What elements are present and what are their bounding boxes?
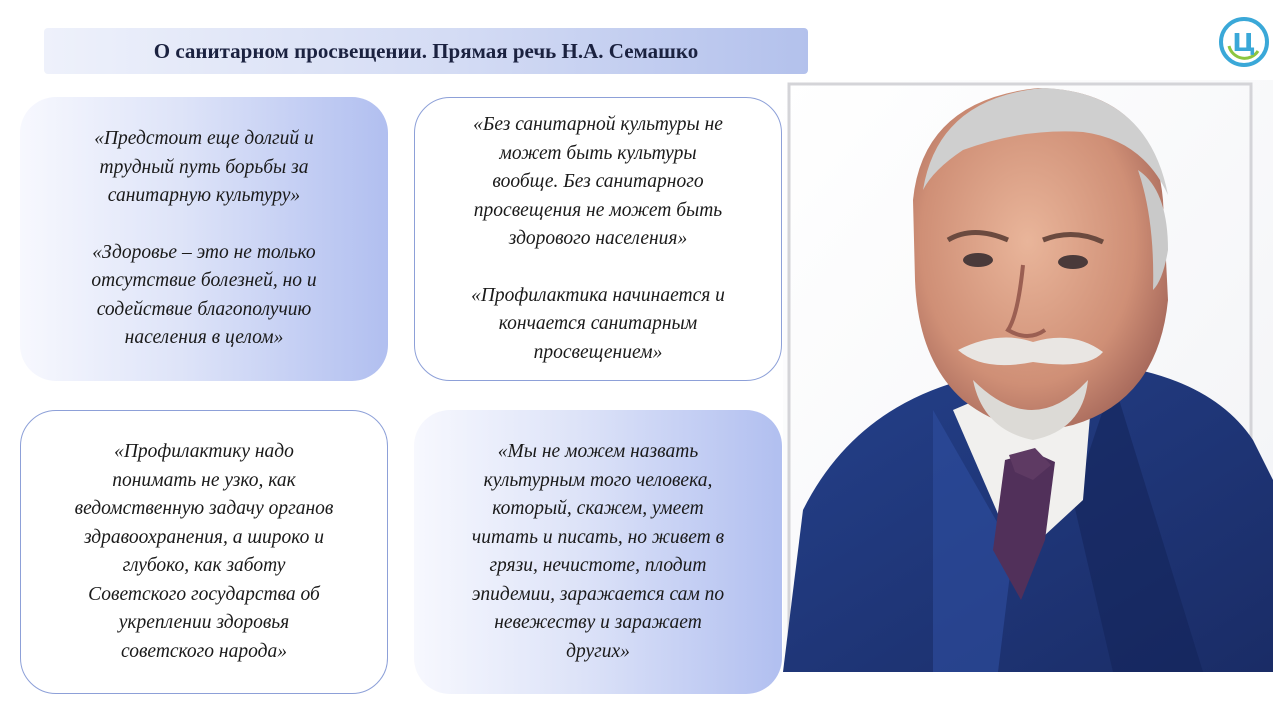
quote-text: «Без санитарной культуры не может быть культуры вообще. Без санитарного просвещения не может быть здорового населения»	[473, 114, 723, 249]
title-bar	[44, 28, 808, 74]
page-title: О санитарном просвещении. Прямая речь Н.А. Семашко	[153, 38, 699, 63]
quote-text: «Предстоит еще долгий и трудный путь борьбы за санитарную культуру»	[94, 128, 314, 207]
circle-cyrillic-ts-logo-icon	[1218, 16, 1270, 68]
quote-card-1	[20, 97, 388, 381]
quote-card-4	[414, 410, 782, 694]
quote-text: «Мы не можем назвать культурным того человека, который, скажем, умеет читать и писать, но живет в грязи, нечистоте, плодит эпидемии, заражается сам по невежеству и заражает других»	[471, 441, 725, 662]
quote-card-2	[414, 97, 782, 381]
quote-text: «Здоровье – это не только отсутствие болезней, но и содействие благополучию населения в целом»	[91, 241, 317, 349]
quote-card-3	[20, 410, 388, 694]
quote-text: «Профилактику надо понимать не узко, как ведомственную задачу органов здравоохранения, а широко и глубоко, как заботу Советского государства об укреплении здоровья советского народа»	[74, 441, 334, 662]
portrait-image	[783, 80, 1273, 672]
quote-text: «Профилактика начинается и кончается санитарным просвещением»	[471, 284, 725, 363]
logo-letter: Ц	[1232, 28, 1256, 57]
